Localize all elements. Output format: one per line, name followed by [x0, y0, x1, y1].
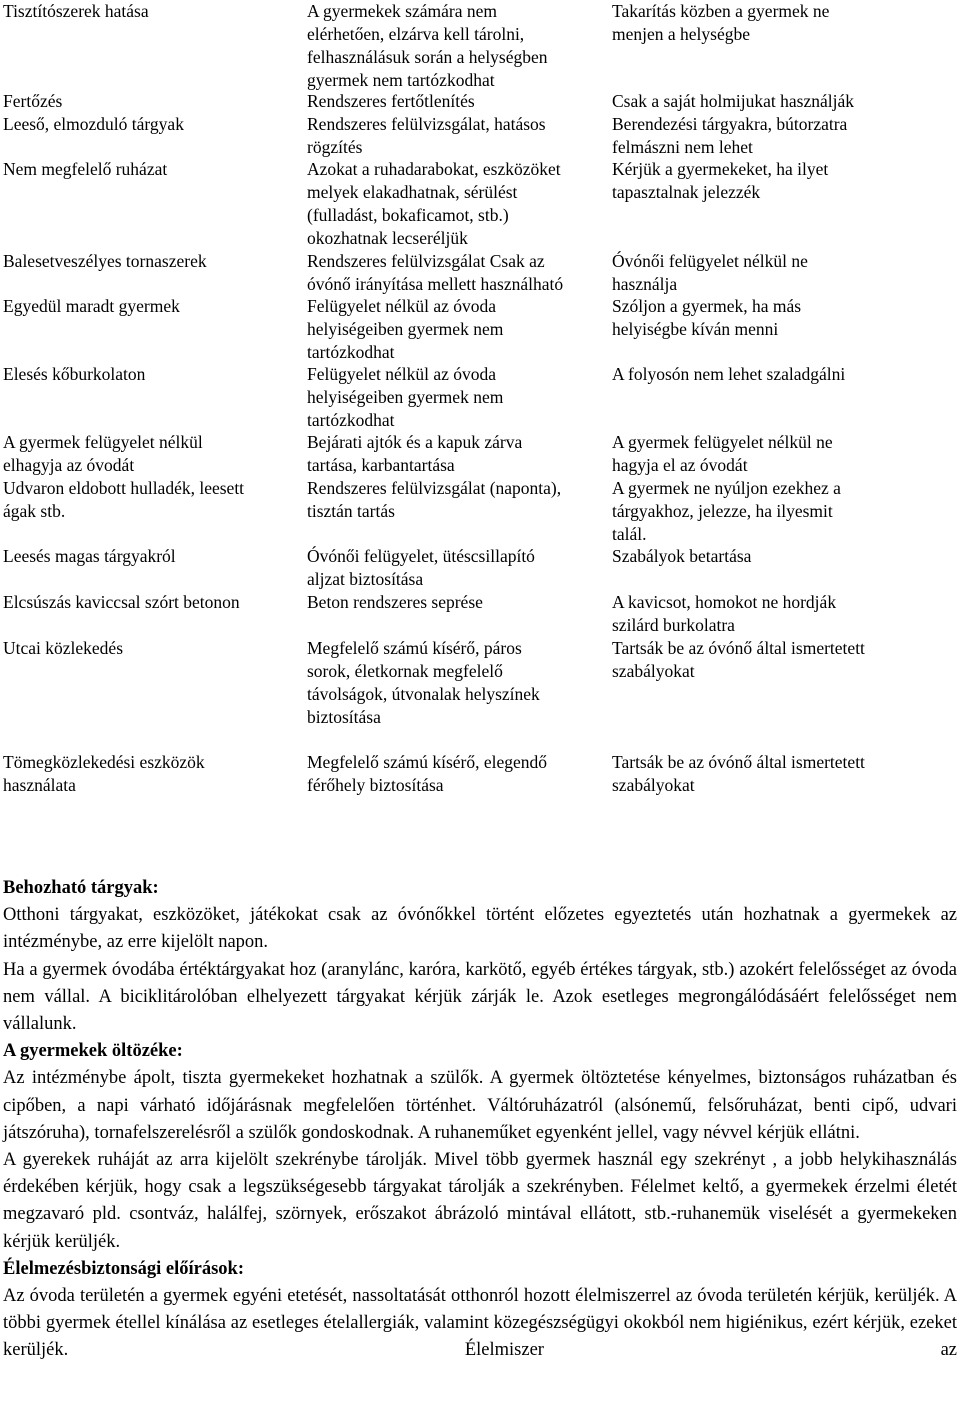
rule-cell: Berendezési tárgyakra, bútorzatra felmászni nem lehet [612, 114, 848, 157]
rule-cell: A gyermek ne nyúljon ezekhez a tárgyakhoz, jelezze, ha ilyesmit talál. [612, 478, 841, 544]
prevention-cell: A gyermekek számára nem elérhetően, elzárva kell tárolni, felhasználásuk során a helységben gyermek nem tartózkodhat [307, 1, 548, 90]
table-row [3, 113, 960, 158]
risk-cell: Balesetveszélyes tornaszerek [3, 251, 207, 271]
prevention-cell: Felügyelet nélkül az óvoda helyiségeiben gyermek nem tartózkodhat [307, 296, 504, 362]
table-row [3, 591, 960, 637]
risk-cell: Utcai közlekedés [3, 638, 124, 658]
prevention-cell: Rendszeres felülvizsgálat (naponta), tisztán tartás [307, 478, 562, 521]
items-heading: Behozható tárgyak: [3, 878, 159, 898]
rule-cell: Szóljon a gyermek, ha más helyiségbe kíván menni [612, 296, 802, 339]
risk-cell: Elcsúszás kaviccsal szórt betonon [3, 592, 240, 612]
items-paragraph-2: Ha a gyermek óvodába értéktárgyakat hoz (aranylánc, karóra, karkötő, egyéb értékes tárgyak, stb.) azokért felelősséget az óvoda nem vállal. A biciklitárolóban elhelyezett tárgyakat kérjük zárják le. Azok esetleges megrongálódásáért felelősséget nem vállalunk. [3, 959, 957, 1035]
prevention-cell: Bejárati ajtók és a kapuk zárva tartása, karbantartása [307, 432, 523, 475]
risk-cell: Egyedül maradt gyermek [3, 296, 180, 316]
risk-cell: Udvaron eldobott hulladék, leesett ágak stb. [3, 478, 245, 521]
rule-cell: Óvónői felügyelet nélkül ne használja [612, 251, 808, 294]
risk-cell: A gyermek felügyelet nélkül elhagyja az óvodát [3, 432, 203, 475]
clothing-heading: A gyermekek öltözéke: [3, 1041, 183, 1062]
table-row [3, 250, 960, 295]
table-row [3, 90, 960, 113]
risk-cell: Leesés magas tárgyakról [3, 546, 176, 566]
table-row [3, 158, 960, 250]
prevention-cell: Rendszeres felülvizsgálat Csak az óvónő irányítása mellett használható [307, 251, 564, 294]
risk-table [3, 0, 960, 797]
risk-cell: Leeső, elmozduló tárgyak [3, 114, 184, 134]
document-body [3, 875, 957, 1365]
items-paragraph-1: Otthoni tárgyakat, eszközöket, játékokat csak az óvónőkkel történt előzetes egyeztetés után hozhatnak a gyermekek az intézménybe, az erre kijelölt napon. [3, 905, 957, 953]
table-row [3, 637, 960, 751]
table-row [3, 431, 960, 477]
risk-cell: Tömegközlekedési eszközök használata [3, 752, 205, 795]
prevention-cell: Rendszeres felülvizsgálat, hatásos rögzítés [307, 114, 546, 157]
risk-cell: Fertőzés [3, 91, 63, 111]
rule-cell: A gyermek felügyelet nélkül ne hagyja el az óvodát [612, 432, 833, 475]
food-heading: Élelmezésbiztonsági előírások: [3, 1258, 244, 1279]
prevention-cell: Megfelelő számú kísérő, páros sorok, életkornak megfelelő távolságok, útvonalak helyszínek biztosítása [307, 638, 540, 727]
rule-cell: Kérjük a gyermekeket, ha ilyet tapasztalnak jelezzék [612, 159, 829, 202]
rule-cell: Tartsák be az óvónő által ismertetett szabályokat [612, 638, 865, 681]
rule-cell: A folyosón nem lehet szaladgálni [612, 364, 846, 384]
table-row [3, 477, 960, 545]
risk-cell: Elesés kőburkolaton [3, 364, 146, 384]
prevention-cell: Rendszeres fertőtlenítés [307, 91, 475, 111]
table-row [3, 0, 960, 90]
table-row [3, 751, 960, 797]
clothing-paragraph-2: A gyerekek ruháját az arra kijelölt szekrénybe tárolják. Mivel több gyermek használ egy szekrényt , a jobb helykihasználás érdekében kérjük, hogy csak a legszükségesebb tárgyakat tárolják a szekrényben. Félelmet keltő, a gyermekek érzelmi életét megzavaró pld. csontváz, halálfej, szörnyek, erőszakot ábrázoló mintával ellátott, stb.-ruhanemük viselését a gyermekeken kérjük kerüljék. [3, 1150, 957, 1252]
rule-cell: Szabályok betartása [612, 546, 752, 566]
prevention-cell: Azokat a ruhadarabokat, eszközöket melyek elakadhatnak, sérülést (fulladást, bokaficamot, stb.) okozhatnak lecseréljük [307, 159, 561, 248]
prevention-cell: Megfelelő számú kísérő, elegendő férőhely biztosítása [307, 752, 548, 795]
rule-cell: Csak a saját holmijukat használják [612, 91, 855, 111]
prevention-cell: Beton rendszeres seprése [307, 592, 483, 612]
rule-cell: A kavicsot, homokot ne hordják szilárd burkolatra [612, 592, 837, 635]
table-row [3, 295, 960, 363]
prevention-cell: Felügyelet nélkül az óvoda helyiségeiben gyermek nem tartózkodhat [307, 364, 504, 430]
prevention-cell: Óvónői felügyelet, ütéscsillapító aljzat biztosítása [307, 546, 535, 589]
rule-cell: Tartsák be az óvónő által ismertetett szabályokat [612, 752, 865, 795]
risk-cell: Nem megfelelő ruházat [3, 159, 168, 179]
food-paragraph-1: Az óvoda területén a gyermek egyéni etetését, nassoltatását otthonról hozott élelmiszerrel az óvoda területén kérjük, kerüljék. A többi gyermek étellel kínálása az esetleges ételallergiák, valamint közegészségügyi okokból nem higiénikus, ezért kérjük, ezeket kerüljék. Élelmiszer az [3, 1286, 957, 1361]
clothing-paragraph-1: Az intézménybe ápolt, tiszta gyermekeket hozhatnak a szülők. A gyermek öltöztetése kényelmes, biztonságos ruházatban és cipőben, a napi várható időjárásnak megfelelően történhet. Váltóruházatról (alsónemű, felsőruházat, benti cipő, udvari játszóruha), tornafelszerelésről a szülők gondoskodnak. A ruhaneműket egyenként jellel, vagy névvel kérjük ellátni. [3, 1068, 957, 1143]
table-row [3, 363, 960, 431]
table-row [3, 545, 960, 591]
rule-cell: Takarítás közben a gyermek ne menjen a helységbe [612, 1, 830, 44]
risk-cell: Tisztítószerek hatása [3, 1, 149, 21]
